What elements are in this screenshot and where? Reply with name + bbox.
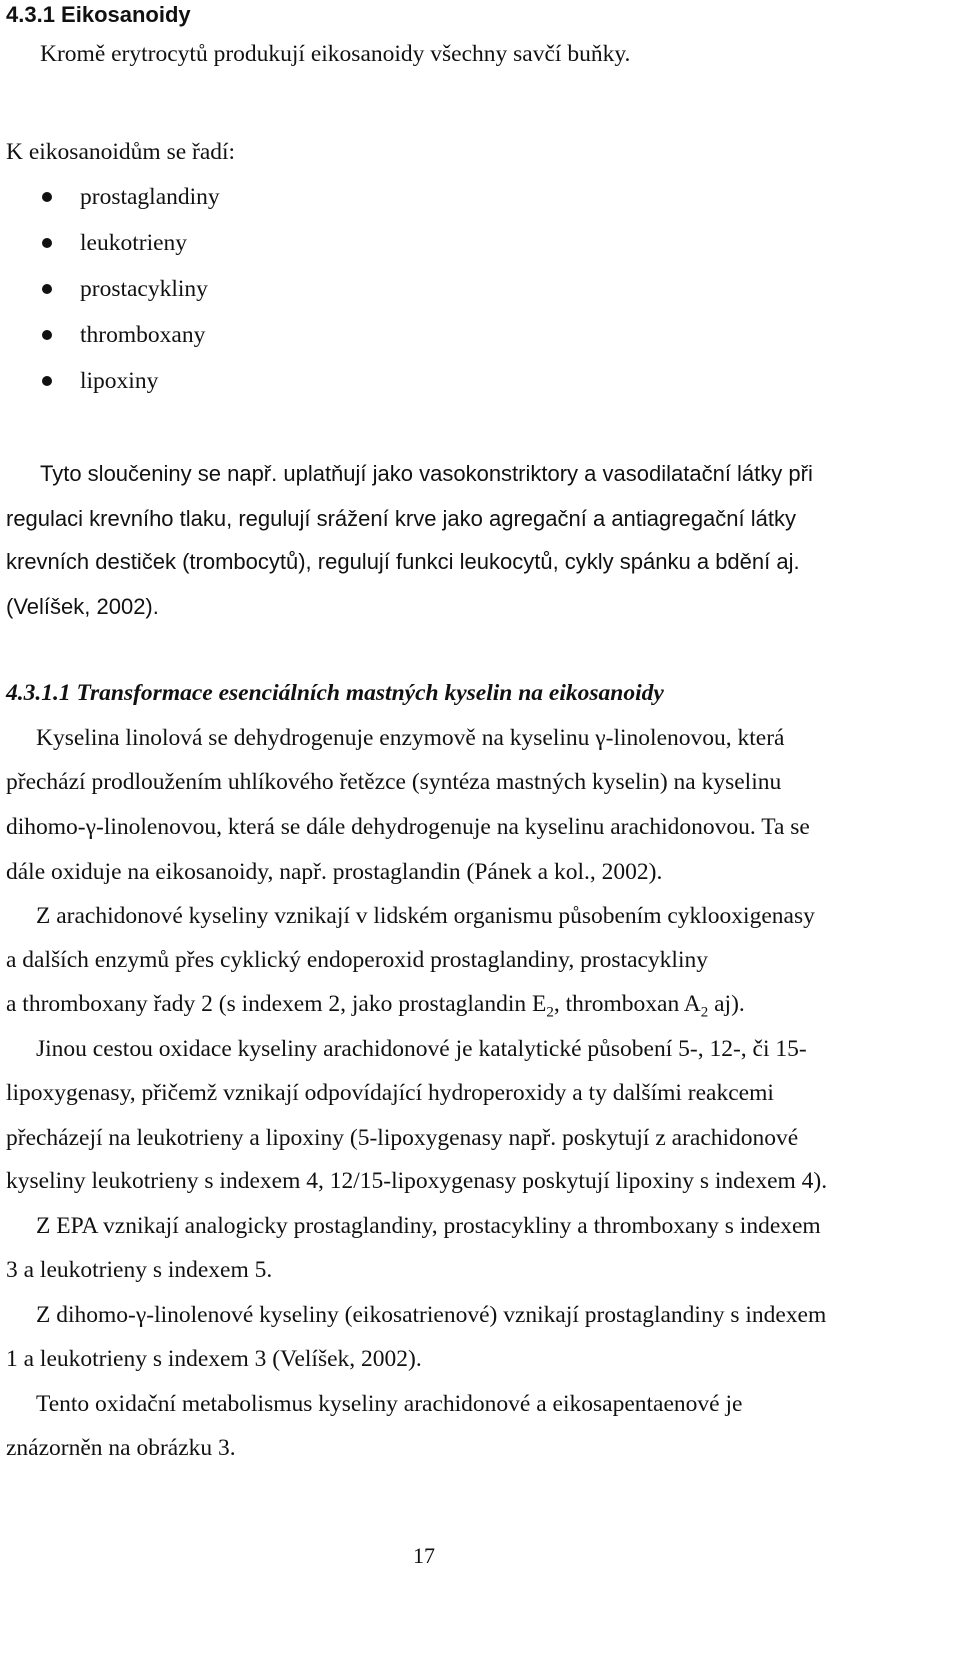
subscript-2: 2: [546, 1004, 554, 1021]
para4-line1: Jinou cestou oxidace kyseliny arachidonové je katalytické působení 5-, 12-, či 15-: [36, 1036, 807, 1062]
para3-line3-a: a thromboxany řady 2 (s indexem 2, jako prostaglandin E: [6, 991, 547, 1017]
bullet-icon: [42, 192, 52, 202]
para3-line3-c: aj).: [708, 991, 745, 1017]
list-intro: K eikosanoidům se řadí:: [6, 139, 236, 165]
list-item-label: prostaglandiny: [80, 184, 220, 210]
list-item-label: thromboxany: [80, 322, 206, 348]
para3-line2: a dalších enzymů přes cyklický endoperoxid prostaglandiny, prostacykliny: [6, 947, 708, 973]
para7-line1: Tento oxidační metabolismus kyseliny arachidonové a eikosapentaenové je: [36, 1391, 743, 1417]
para2-line4: dále oxiduje na eikosanoidy, např. prostaglandin (Pánek a kol., 2002).: [6, 859, 663, 885]
bullet-icon: [42, 330, 52, 340]
list-item-label: lipoxiny: [80, 368, 159, 394]
para2-line1: Kyselina linolová se dehydrogenuje enzymově na kyselinu γ-linolenovou, která: [36, 725, 785, 751]
para6-line2: 1 a leukotrieny s indexem 3 (Velíšek, 2002).: [6, 1346, 422, 1372]
page-number: 17: [413, 1543, 435, 1568]
para3-line3-b: , thromboxan A: [553, 991, 701, 1017]
subscript-2: 2: [700, 1004, 709, 1021]
list-item-label: leukotrieny: [80, 230, 188, 256]
para1-line1: Tyto sloučeniny se např. uplatňují jako vasokonstriktory a vasodilatační látky při: [40, 461, 813, 486]
para2-line3: dihomo-γ-linolenovou, která se dále dehydrogenuje na kyselinu arachidonovou. Ta se: [6, 814, 810, 840]
para1-line4: (Velíšek, 2002).: [6, 594, 159, 619]
para2-line2: přechází prodloužením uhlíkového řetězce (syntéza mastných kyselin) na kyselinu: [6, 769, 782, 795]
subsection-heading: 4.3.1.1 Transformace esenciálních mastných kyselin na eikosanoidy: [6, 680, 664, 706]
para7-line2: znázorněn na obrázku 3.: [6, 1435, 236, 1461]
para1-line3: krevních destiček (trombocytů), regulují funkci leukocytů, cykly spánku a bdění aj.: [6, 549, 800, 574]
para1-line2: regulaci krevního tlaku, regulují srážení krve jako agregační a antiagregační látky: [6, 506, 796, 531]
bullet-icon: [42, 238, 52, 248]
bullet-icon: [42, 376, 52, 386]
intro-text: Kromě erytrocytů produkují eikosanoidy všechny savčí buňky.: [40, 41, 631, 67]
para3-line1: Z arachidonové kyseliny vznikají v lidském organismu působením cyklooxigenasy: [36, 903, 815, 929]
list-item-label: prostacykliny: [80, 276, 208, 302]
para5-line1: Z EPA vznikají analogicky prostaglandiny, prostacykliny a thromboxany s indexem: [36, 1213, 821, 1239]
section-heading: 4.3.1 Eikosanoidy: [6, 2, 191, 27]
para5-line2: 3 a leukotrieny s indexem 5.: [6, 1257, 273, 1283]
para4-line2: lipoxygenasy, přičemž vznikají odpovídající hydroperoxidy a ty dalšími reakcemi: [6, 1080, 774, 1106]
bullet-icon: [42, 284, 52, 294]
para4-line4: kyseliny leukotrieny s indexem 4, 12/15-lipoxygenasy poskytují lipoxiny s indexem 4).: [6, 1168, 828, 1194]
para6-line1: Z dihomo-γ-linolenové kyseliny (eikosatrienové) vznikají prostaglandiny s indexem: [36, 1302, 827, 1328]
para3-line3: [6, 989, 745, 1028]
para4-line3: přecházejí na leukotrieny a lipoxiny (5-lipoxygenasy např. poskytují z arachidonové: [6, 1125, 799, 1151]
